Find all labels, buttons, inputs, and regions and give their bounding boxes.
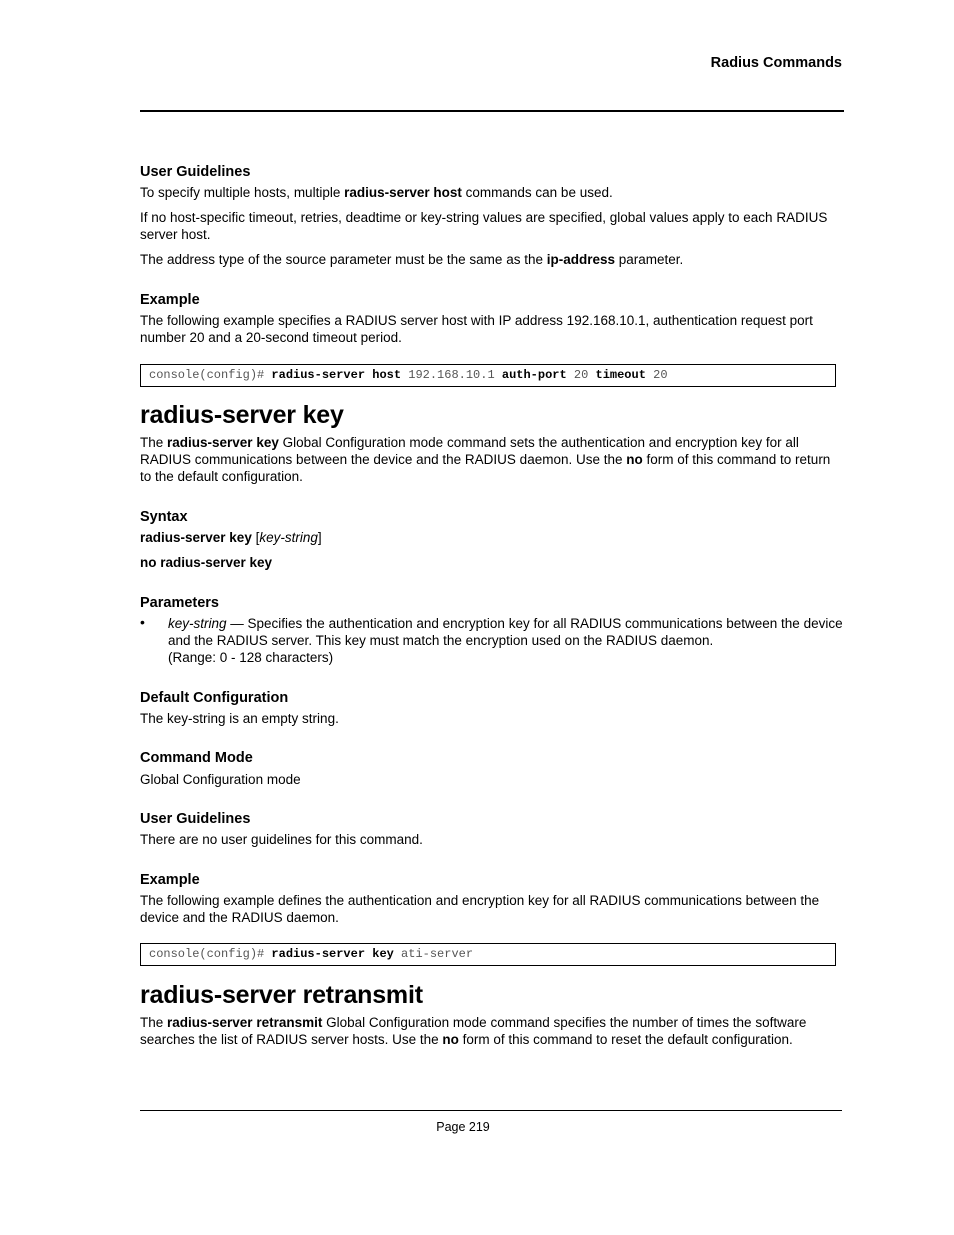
syntax-heading: Syntax [140,509,188,525]
section-title-radius-server-retransmit: radius-server retransmit [140,981,423,1009]
command-mode-heading: Command Mode [140,750,253,766]
default-configuration-heading: Default Configuration [140,690,289,706]
parameters-heading: Parameters [140,595,219,611]
user-guidelines-heading: User Guidelines [140,164,251,180]
radius-server-retransmit-intro: The radius-server retransmit Global Configuration mode command specifies the number of times the software searches the list of RADIUS server hosts. Use the no form of this command to reset the default configuration. [140,1015,807,1047]
example-heading-2: Example [140,872,200,888]
footer-rule [140,1110,842,1111]
code-example-key: console(config)# radius-server key ati-server [140,943,836,966]
header-rule [140,110,844,112]
user-guidelines-paragraph-1: To specify multiple hosts, multiple radius-server host commands can be used. [140,185,613,200]
user-guidelines-text-2: There are no user guidelines for this command. [140,832,423,847]
example-paragraph: The following example specifies a RADIUS server host with IP address 192.168.10.1, authentication request port number 20 and a 20-second timeout period. [140,313,813,345]
user-guidelines-paragraph-3: The address type of the source parameter must be the same as the ip-address parameter. [140,252,684,267]
syntax-line-1: radius-server key [key-string] [140,530,322,545]
bullet-marker: • [140,614,145,630]
page-number: Page 219 [436,1120,490,1134]
code-example-host: console(config)# radius-server host 192.168.10.1 auth-port 20 timeout 20 [140,364,836,387]
example-heading: Example [140,292,200,308]
section-title-radius-server-key: radius-server key [140,401,344,429]
syntax-line-2: no radius-server key [140,555,273,570]
user-guidelines-heading-2: User Guidelines [140,811,251,827]
default-configuration-text: The key-string is an empty string. [140,711,339,726]
parameter-key-string: key-string — Specifies the authentication and encryption key for all RADIUS communications between the device and the RADIUS server. This key must match the encryption used on the RADIUS daemon. (Range: 0 - 128 characters) [168,616,843,665]
command-mode-text: Global Configuration mode [140,772,301,787]
radius-server-key-intro: The radius-server key Global Configuration mode command sets the authentication and encryption key for all RADIUS communications between the device and the RADIUS daemon. Use the no form of this command to return to the default configuration. [140,435,831,484]
example-paragraph-2: The following example defines the authentication and encryption key for all RADIUS communications between the device and the RADIUS daemon. [140,893,820,925]
user-guidelines-paragraph-2: If no host-specific timeout, retries, deadtime or key-string values are specified, global values apply to each RADIUS server host. [140,210,828,242]
running-header: Radius Commands [710,55,842,71]
